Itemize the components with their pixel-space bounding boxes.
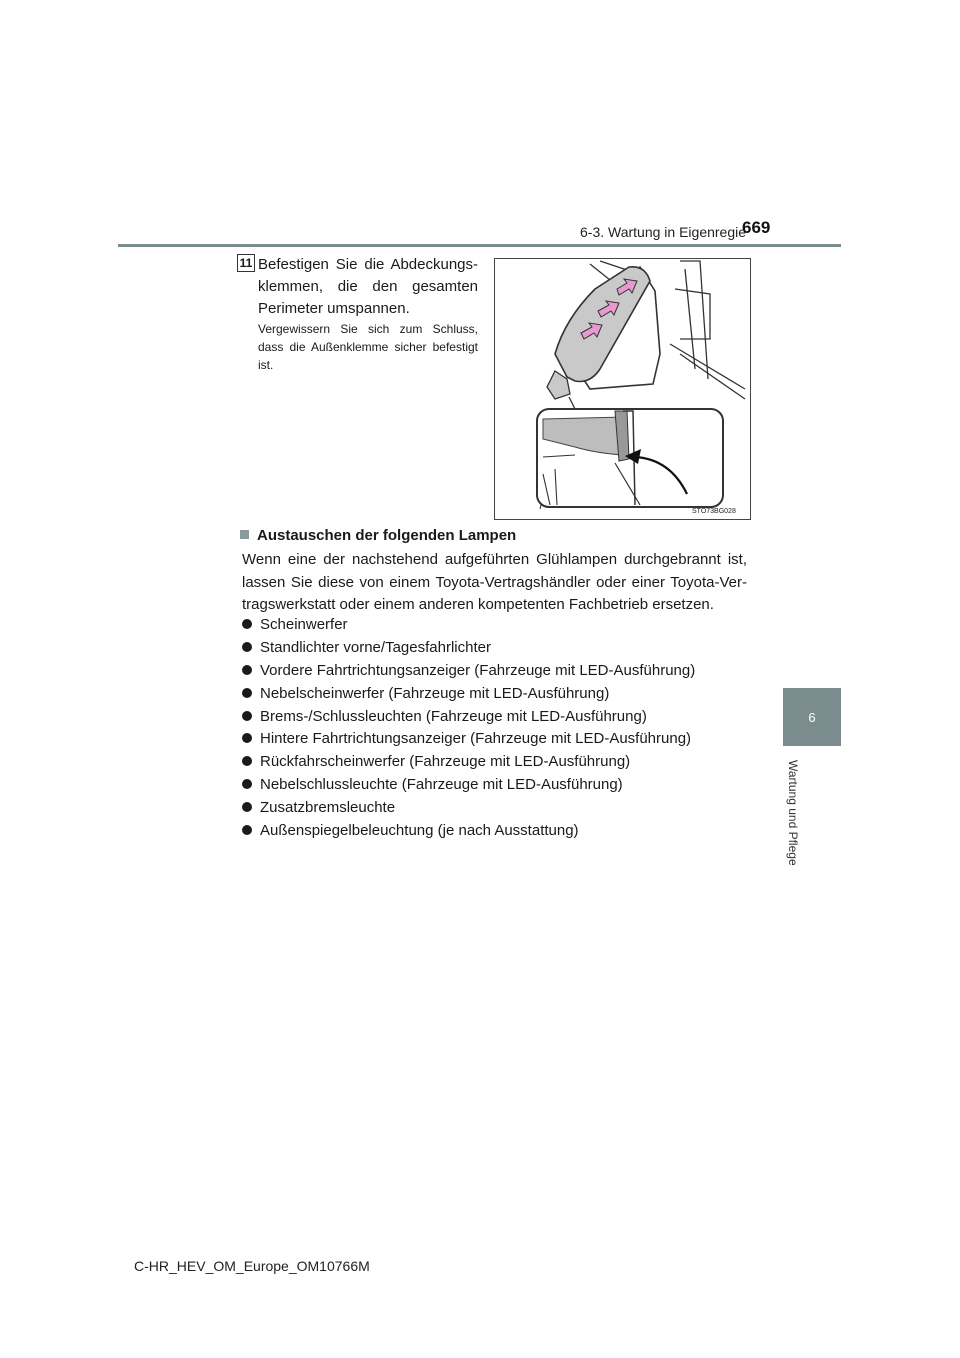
mirror-illustration-svg bbox=[495, 259, 750, 519]
list-item: Nebelschlussleuchte (Fahrzeuge mit LED-Ausführung) bbox=[242, 774, 695, 797]
bullet-icon bbox=[242, 665, 252, 675]
figure-code: STO73BG028 bbox=[692, 508, 736, 515]
list-item: Vordere Fahrtrichtungsanzeiger (Fahrzeuge mit LED-Ausführung) bbox=[242, 660, 695, 683]
chapter-tab-label-text: Wartung und Pflege bbox=[786, 760, 800, 866]
list-item: Hintere Fahrtrichtungsanzeiger (Fahrzeuge mit LED-Ausführung) bbox=[242, 728, 695, 751]
bullet-icon bbox=[242, 756, 252, 766]
step-instruction: Befestigen Sie die Abdeckungs-klemmen, die den gesamten Perimeter umspannen. bbox=[258, 256, 478, 317]
bullet-icon bbox=[242, 733, 252, 743]
list-item: Zusatzbremsleuchte bbox=[242, 797, 695, 820]
mirror-clip-illustration bbox=[494, 258, 751, 520]
list-item: Rückfahrscheinwerfer (Fahrzeuge mit LED-Ausführung) bbox=[242, 751, 695, 774]
footer-document-code: C-HR_HEV_OM_Europe_OM10766M bbox=[134, 1258, 370, 1274]
list-item: Nebelscheinwerfer (Fahrzeuge mit LED-Ausführung) bbox=[242, 683, 695, 706]
list-item: Scheinwerfer bbox=[242, 614, 695, 637]
list-item: Brems-/Schlussleuchten (Fahrzeuge mit LED-Ausführung) bbox=[242, 706, 695, 729]
step-note: Vergewissern Sie sich zum Schluss, dass die Außenklemme sicher befestigt ist. bbox=[258, 322, 478, 372]
page-number: 669 bbox=[742, 218, 771, 237]
bullet-icon bbox=[242, 825, 252, 835]
bullet-icon bbox=[242, 688, 252, 698]
section-intro: Wenn eine der nachstehend aufgeführten Glühlampen durchgebrannt ist, lassen Sie diese von einem Toyota-Vertragshändler oder einer Toyota-Ver-tragswerkstatt oder einem anderen kompetenten Fachbetrieb ersetzen. bbox=[242, 551, 747, 613]
list-item: Außenspiegelbeleuchtung (je nach Ausstattung) bbox=[242, 820, 695, 843]
bullet-icon bbox=[242, 619, 252, 629]
bullet-icon bbox=[242, 711, 252, 721]
section-heading-text: Austauschen der folgenden Lampen bbox=[257, 527, 517, 544]
lamp-list bbox=[242, 614, 695, 843]
list-item: Standlichter vorne/Tagesfahrlichter bbox=[242, 637, 695, 660]
step-number-badge: 11 bbox=[237, 254, 255, 272]
bullet-icon bbox=[242, 802, 252, 812]
section-heading bbox=[240, 527, 516, 544]
chapter-tab-number: 6 bbox=[783, 688, 841, 746]
chapter-tab-label bbox=[778, 760, 808, 880]
header-section-title: 6-3. Wartung in Eigenregie bbox=[580, 224, 747, 240]
bullet-icon bbox=[242, 779, 252, 789]
header-rule bbox=[118, 244, 841, 247]
bullet-icon bbox=[242, 642, 252, 652]
square-bullet-icon bbox=[240, 530, 249, 539]
